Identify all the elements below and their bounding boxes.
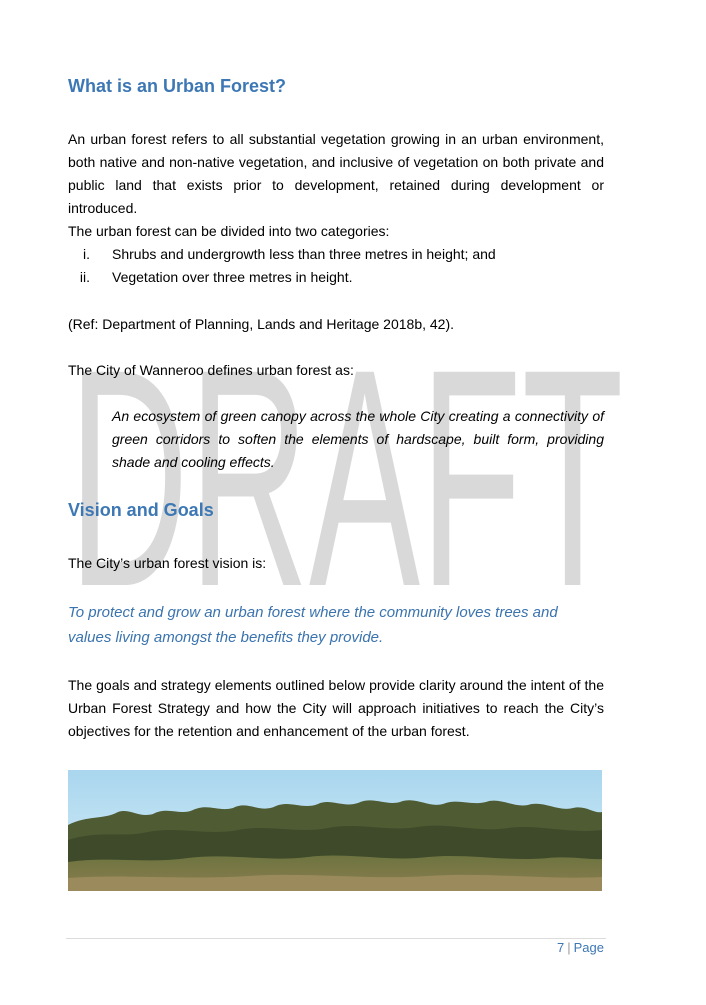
footer-rule [66, 938, 606, 939]
list-number: i. [83, 246, 90, 262]
heading-urban-forest: What is an Urban Forest? [68, 76, 287, 96]
list-text: Vegetation over three metres in height. [112, 269, 353, 285]
page-number: 7 [557, 940, 565, 955]
list-text: Shrubs and undergrowth less than three metres in height; and [112, 246, 496, 262]
heading-vision-goals: Vision and Goals [68, 500, 214, 520]
page-label: Page [573, 940, 604, 955]
list-number: ii. [79, 269, 90, 285]
paragraph-definition: An urban forest refers to all substantial vegetation growing in an urban environment, both native and non-native vegetation, and inclusive of vegetation on both private and public land that exists prior to development, retained during development or introduced. [68, 131, 604, 216]
paragraph-goals: The goals and strategy elements outlined below provide clarity around the intent of the Urban Forest Strategy and how the City will approach initiatives to reach the City’s objectives for the retention and enhancement of the urban forest. [68, 677, 604, 739]
paragraph-vision-intro: The City’s urban forest vision is: [68, 555, 267, 571]
page-footer [557, 940, 604, 955]
watermark-text: DRAFT [68, 355, 624, 595]
bushland-photo [68, 770, 602, 891]
paragraph-categories-intro: The urban forest can be divided into two categories: [68, 223, 390, 239]
reference-note: (Ref: Department of Planning, Lands and Heritage 2018b, 42). [68, 316, 455, 332]
footer-separator: | [567, 940, 571, 955]
paragraph-definition-intro: The City of Wanneroo defines urban forest as: [68, 362, 354, 378]
vision-statement: To protect and grow an urban forest where the community loves trees and values living amongst the benefits they provide. [68, 604, 558, 646]
definition-quote: An ecosystem of green canopy across the whole City creating a connectivity of green corridors to soften the elements of hardscape, built form, providing shade and cooling effects. [112, 408, 604, 470]
